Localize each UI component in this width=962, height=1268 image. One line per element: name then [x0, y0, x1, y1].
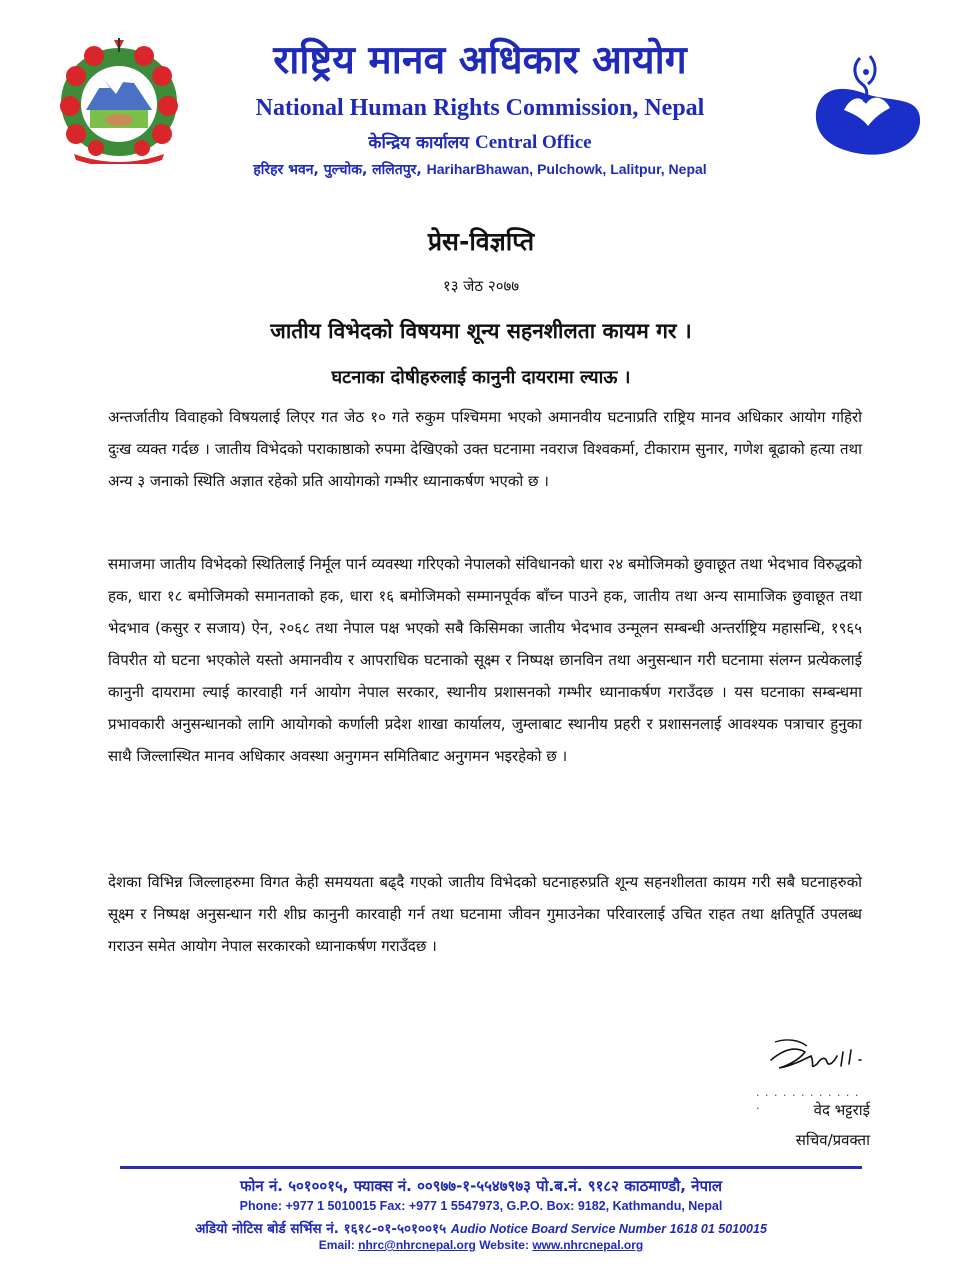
organization-name-nepali: राष्ट्रिय मानव अधिकार आयोग: [273, 38, 687, 83]
body-paragraph: समाजमा जातीय विभेदको स्थितिलाई निर्मूल पार्न व्यवस्था गरिएको नेपालको संविधानको धारा २४ बमोजिमको छुवाछूत तथा भेदभाव विरुद्धको हक, धारा १८ बमोजिमको समानताको हक, धारा १६ बमोजिमको सम्मानपूर्वक बाँच्न पाउने हक, जातीय तथा अन्य सामाजिक छुवाछूत तथा भेदभाव (कसुर र सजाय) ऐन, २०६८ तथा नेपाल पक्ष भएको सबै किसिमका जातीय भेदभाव उन्मूलन सम्बन्धी अन्तर्राष्ट्रिय महासन्धि, १९६५ विपरीत यो घटना भएकोले यस्तो अमानवीय र आपराधिक घटनाको सूक्ष्म र निष्पक्ष छानविन तथा अनुसन्धान गरी घटनामा संलग्न प्रत्येकलाई कानुनी दायरामा ल्याई कारवाही गर्न आयोग नेपाल सरकार, स्थानीय प्रशासनको गम्भीर ध्यानाकर्षण गराउँदछ । यस घटनाका सम्बन्धमा प्रभावकारी अनुसन्धानको लागि आयोगको कर्णाली प्रदेश शाखा कार्यालय, जुम्लाबाट स्थानीय प्रहरी र प्रशासनलाई आवश्यक पत्राचार हुनुका साथै जिल्लास्थित मानव अधिकार अवस्था अनुगमन समितिबाट अनुगमन भइरहेको छ ।: [108, 555, 862, 765]
address-line: [200, 160, 760, 179]
website-link[interactable]: www.nhrcnepal.org: [532, 1238, 644, 1252]
office-label-nepali: केन्द्रिय कार्यालय: [368, 133, 470, 153]
organization-name-english: National Human Rights Commission, Nepal: [255, 95, 705, 121]
nepal-emblem-icon: [44, 36, 194, 164]
audio-service-nepali: अडियो नोटिस बोर्ड सर्भिस नं. १६१८-०१-५०१००१५: [195, 1221, 447, 1237]
headline-secondary: घटनाका दोषीहरुलाई कानुनी दायरामा ल्याऊ ।: [331, 367, 631, 388]
press-release-title: प्रेस-विज्ञप्ति: [427, 227, 535, 256]
signatory-designation: सचिव/प्रवक्ता: [795, 1131, 870, 1149]
office-line: [200, 130, 760, 154]
signatory-name: वेद भट्टराई: [813, 1101, 870, 1119]
email-label: Email:: [318, 1238, 355, 1252]
release-date: १३ जेठ २०७७: [442, 277, 520, 295]
audio-service-english: Audio Notice Board Service Number 1618 01 5010015: [450, 1222, 767, 1236]
office-label-english: Central Office: [474, 132, 592, 153]
footer-audio-service: [0, 1219, 962, 1237]
address-english: HariharBhawan, Pulchowk, Lalitpur, Nepal: [426, 161, 707, 177]
footer-divider: [120, 1166, 862, 1169]
signature-icon: [765, 1030, 885, 1088]
footer-contact-english: Phone: +977 1 5010015 Fax: +977 1 5547973, G.P.O. Box: 9182, Kathmandu, Nepal: [239, 1199, 723, 1213]
nhrc-logo-icon: [810, 48, 926, 160]
headline-primary: जातीय विभेदको विषयमा शून्य सहनशीलता कायम गर ।: [270, 319, 692, 343]
footer-web-contacts: [0, 1238, 962, 1252]
body-paragraph: अन्तर्जातीय विवाहको विषयलाई लिएर गत जेठ १० गते रुकुम पश्चिममा भएको अमानवीय घटनाप्रति राष्ट्रिय मानव अधिकार आयोग गहिरो दुःख व्यक्त गर्दछ । जातीय विभेदको पराकाष्ठाको रुपमा देखिएको उक्त घटनामा नवराज विश्वकर्मा, टीकाराम सुनार, गणेश बूढाको हत्या तथा अन्य ३ जनाको स्थिति अज्ञात रहेको प्रति आयोगको गम्भीर ध्यानाकर्षण भएको छ ।: [108, 408, 862, 490]
address-nepali: हरिहर भवन, पुल्चोक, ललितपुर,: [253, 162, 422, 178]
website-label: Website:: [479, 1238, 529, 1252]
email-link[interactable]: nhrc@nhrcnepal.org: [358, 1238, 476, 1252]
footer-contact-nepali: फोन नं. ५०१००१५, फ्याक्स नं. ००९७७-१-५५४७९७३ पो.ब.नं. ९१८२ काठमाण्डौ, नेपाल: [239, 1177, 723, 1195]
signature-line: . . . . . . . . . . . . .: [756, 1086, 860, 1112]
body-paragraph: देशका विभिन्न जिल्लाहरुमा विगत केही समययता बढ्दै गएको जातीय विभेदको घटनाहरुप्रति शून्य सहनशीलता कायम गरी सबै घटनाहरुको सूक्ष्म र निष्पक्ष अनुसन्धान गरी शीघ्र कानुनी कारवाही गर्न तथा घटनामा जीवन गुमाउनेका परिवारलाई उचित राहत तथा क्षतिपूर्ति उपलब्ध गराउन समेत आयोग नेपाल सरकारको ध्यानाकर्षण गराउँदछ ।: [108, 873, 862, 955]
